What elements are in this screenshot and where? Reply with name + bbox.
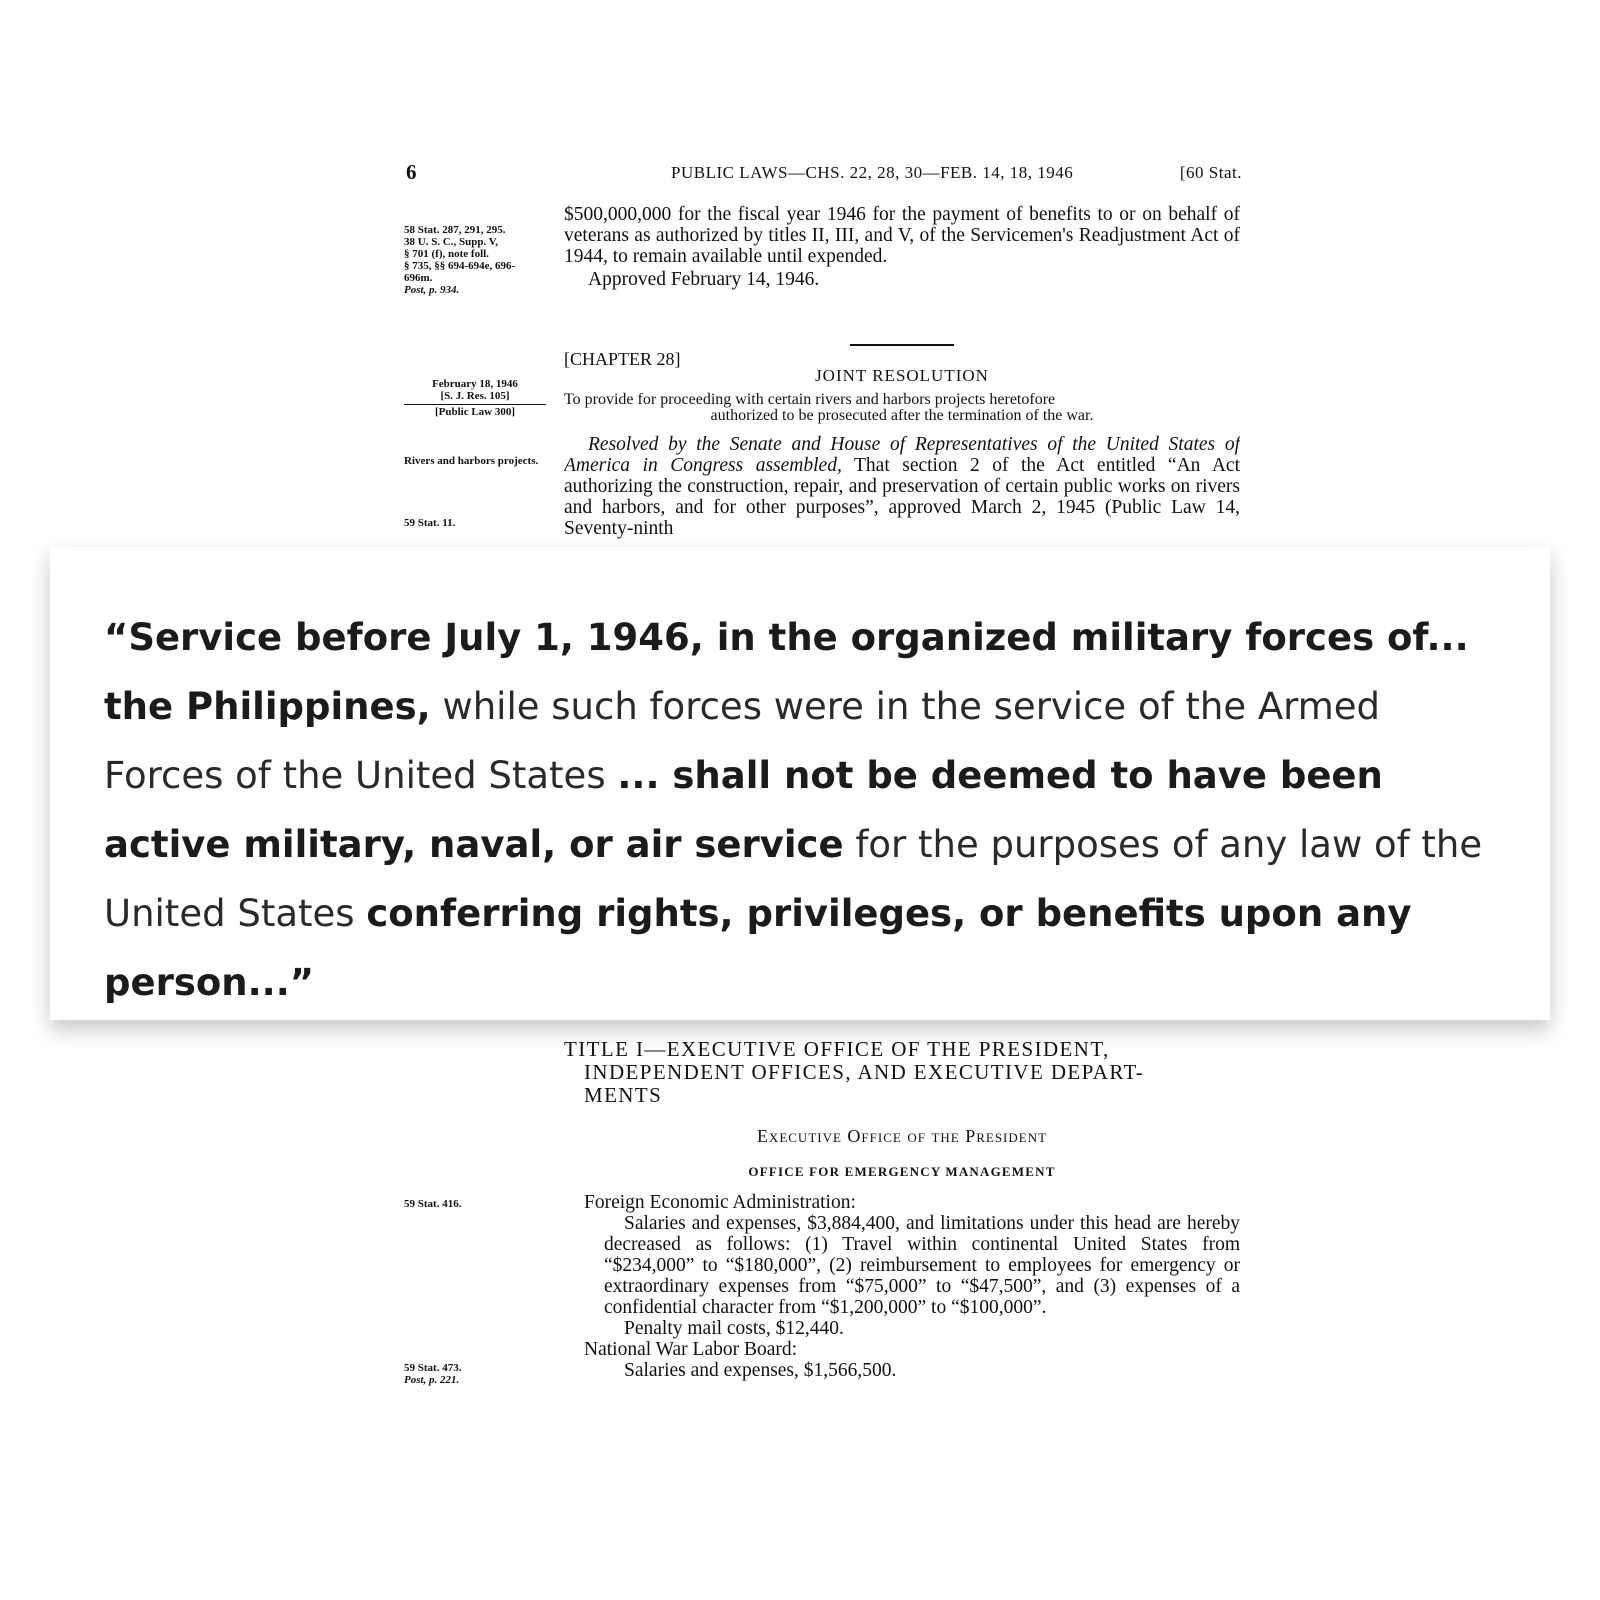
margin-note-nwlb	[404, 1362, 554, 1386]
fea-section	[564, 1192, 1240, 1381]
ch22-text: $500,000,000 for the fiscal year 1946 for the payment of benefits to or on behalf of veterans as authorized by titles II, III, and V, of the Servicemen's Readjustment Act of 1944, to remain available until expended.	[564, 204, 1240, 267]
ch22-paragraph	[564, 204, 1240, 290]
resolved-clause: Resolved by the Senate and House of Representatives of the United States of America in Congress assembled,	[564, 434, 1240, 476]
margin-public-law: [Public Law 300]	[404, 404, 546, 418]
section-divider	[850, 344, 954, 346]
approval-line: Approved February 14, 1946.	[588, 269, 820, 290]
page-header	[406, 160, 1242, 184]
margin-date: February 18, 1946	[432, 378, 518, 390]
margin-note-citations	[404, 224, 554, 296]
quote-regular-segment: while such forces were in the service of the Armed Forces of the United States	[104, 685, 1381, 797]
volume-reference: [60 Stat.	[1179, 163, 1242, 182]
margin-citation-line: 696m.	[404, 272, 433, 284]
title-heading	[564, 1038, 1240, 1107]
resolution-text: That section 2 of the Act entitled “An Act authorizing the construction, repair, and preservation of certain public works on rivers and harbors, and for other purposes”, approved March 2, 1945 (Public Law 14, Seventy-ninth	[564, 455, 1240, 539]
purpose-line: To provide for proceeding with certain rivers and harbors projects heretofore	[564, 391, 1056, 408]
nwlb-heading: National War Labor Board:	[584, 1339, 798, 1360]
quote-bold-segment: conferring rights, privileges, or benefits upon any person...”	[104, 892, 1412, 1004]
penalty-mail-line: Penalty mail costs, $12,440.	[624, 1318, 844, 1339]
joint-resolution-title: JOINT RESOLUTION	[815, 366, 989, 385]
executive-office-heading: Executive Office of the President	[756, 1126, 1048, 1146]
fea-heading: Foreign Economic Administration:	[584, 1192, 856, 1213]
title-line: MENTS	[584, 1083, 663, 1107]
purpose-line: authorized to be prosecuted after the termination of the war.	[710, 407, 1094, 424]
title-line: TITLE I—EXECUTIVE OFFICE OF THE PRESIDENT,	[564, 1037, 1110, 1061]
quote-bold-segment: “Service before July 1, 1946, in the organized military forces of... the Philippines,	[104, 616, 1469, 728]
quote-bold-segment: ... shall not be deemed to have been active military, naval, or air service	[104, 754, 1383, 866]
page-number: 6	[406, 160, 417, 184]
resolution-body	[564, 434, 1240, 542]
running-title: PUBLIC LAWS—CHS. 22, 28, 30—FEB. 14, 18, 1946	[671, 163, 1074, 182]
margin-citation-line: § 735, §§ 694-694e, 696-	[404, 260, 516, 272]
margin-citation-line: 58 Stat. 287, 291, 295.	[404, 224, 506, 236]
resolution-purpose	[564, 392, 1240, 424]
margin-stat: 59 Stat. 473.	[404, 1362, 462, 1374]
quote-card	[50, 547, 1550, 1020]
chapter-heading: [CHAPTER 28]	[564, 349, 681, 369]
oem-heading: OFFICE FOR EMERGENCY MANAGEMENT	[748, 1164, 1056, 1179]
nwlb-text: Salaries and expenses, $1,566,500.	[624, 1360, 897, 1381]
margin-note-stat: 59 Stat. 11.	[404, 517, 456, 529]
margin-note-fea: 59 Stat. 416.	[404, 1198, 462, 1210]
title-line: INDEPENDENT OFFICES, AND EXECUTIVE DEPART-	[584, 1060, 1145, 1084]
margin-citation-line: § 701 (f), note foll.	[404, 248, 489, 260]
fea-text: Salaries and expenses, $3,884,400, and limitations under this head are hereby decreased as follows: (1) Travel within continental United States from “$234,000” to “$180,000”, (2) reimbursement to employees for emergency or extraordinary expenses from “$75,000” to “$47,500”, and (3) expenses of a confidential character from “$1,200,000” to “$100,000”.	[604, 1213, 1240, 1318]
margin-post-note: Post, p. 221.	[404, 1374, 460, 1386]
margin-note-rivers: Rivers and harbors projects.	[404, 455, 539, 467]
margin-date-note	[404, 378, 546, 418]
quote-regular-segment: for the purposes of any law of the United States	[104, 823, 1483, 935]
margin-post-note: Post, p. 934.	[404, 284, 460, 296]
margin-citation-line: 38 U. S. C., Supp. V,	[404, 236, 499, 248]
margin-bill-number: [S. J. Res. 105]	[440, 390, 510, 402]
